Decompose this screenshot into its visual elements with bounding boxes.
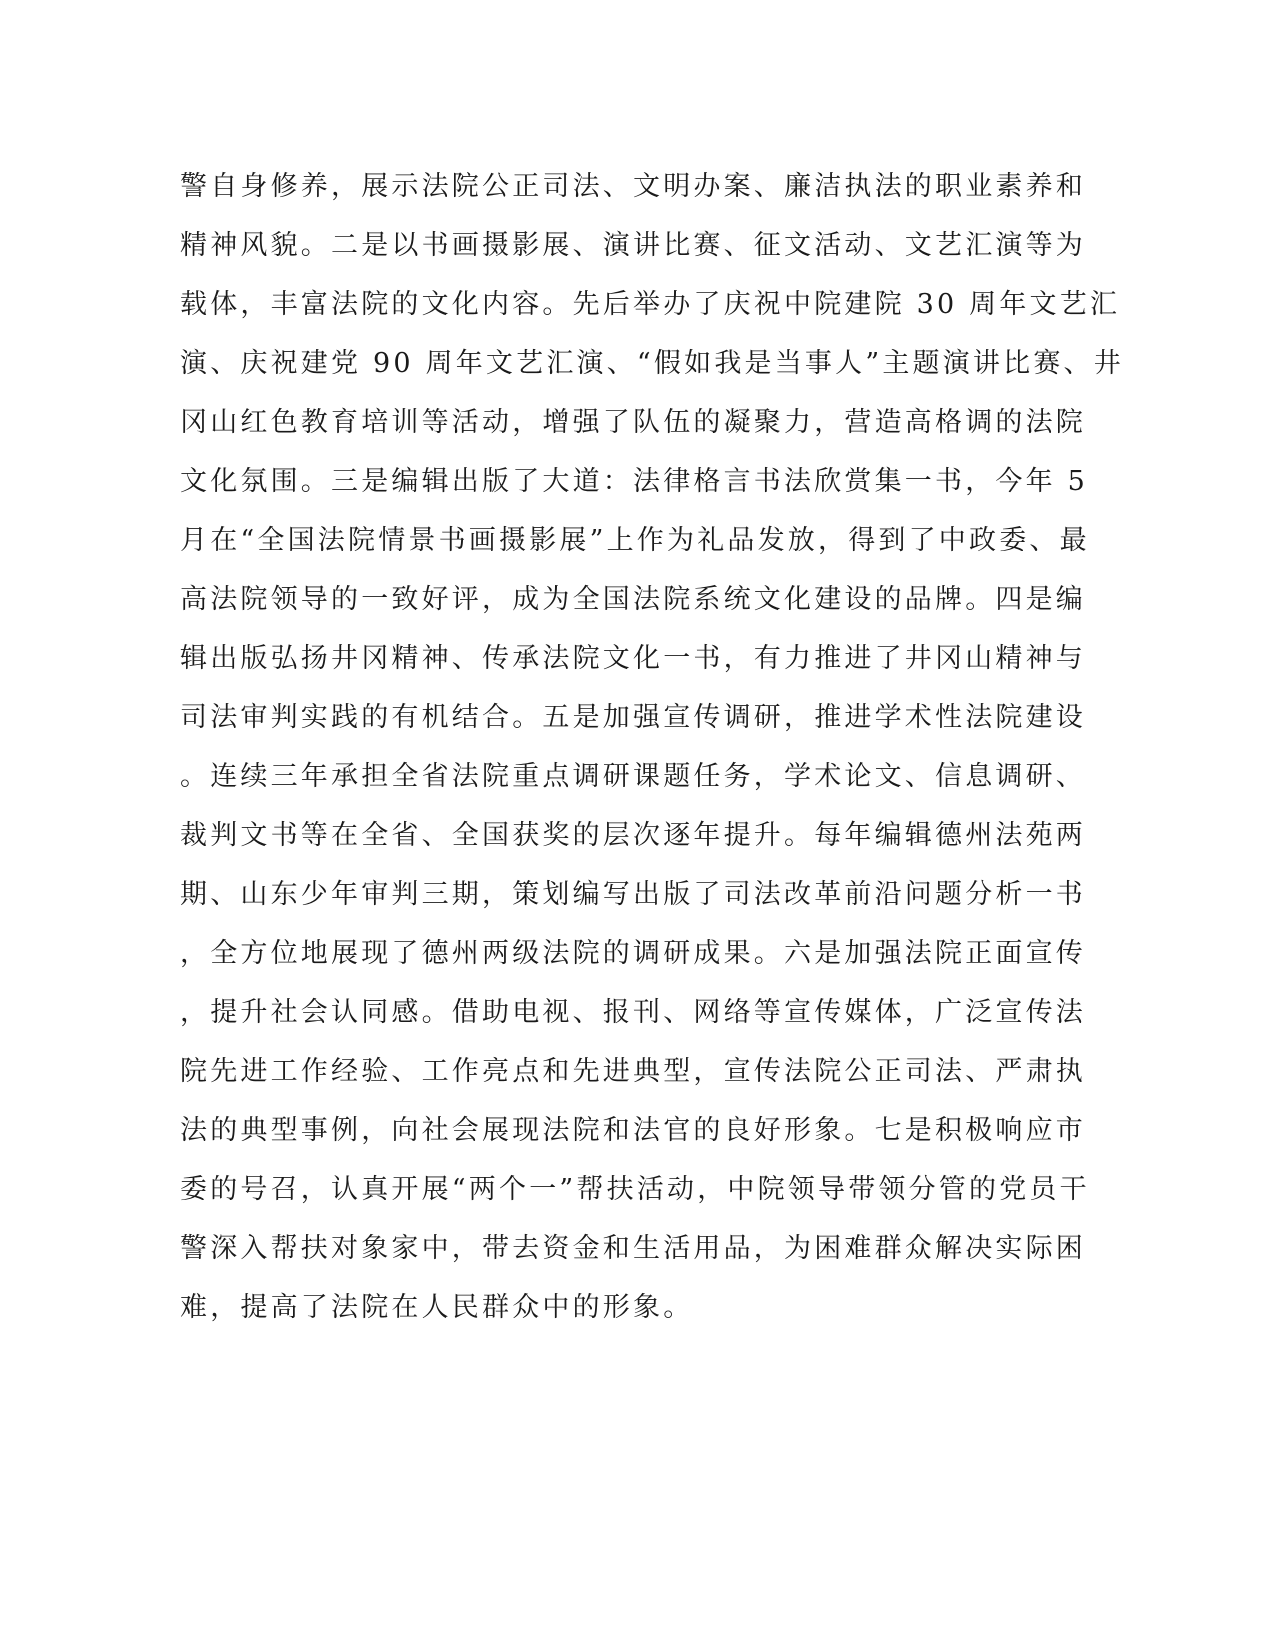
text-line-18: 委的号召，认真开展“两个一”帮扶活动，中院领导带领分管的党员干 <box>180 1174 1090 1205</box>
text-line-2: 精神风貌。二是以书画摄影展、演讲比赛、征文活动、文艺汇演等为 <box>180 230 1086 261</box>
text-line-19: 警深入帮扶对象家中，带去资金和生活用品，为困难群众解决实际困 <box>180 1233 1086 1264</box>
text-line-20: 难，提高了法院在人民群众中的形象。 <box>180 1292 694 1323</box>
text-line-1: 警自身修养，展示法院公正司法、文明办案、廉洁执法的职业素养和 <box>180 171 1086 202</box>
text-line-5: 冈山红色教育培训等活动，增强了队伍的凝聚力，营造高格调的法院 <box>180 407 1086 438</box>
text-line-15: ，提升社会认同感。借助电视、报刊、网络等宣传媒体，广泛宣传法 <box>180 997 1086 1028</box>
text-line-14: ，全方位地展现了德州两级法院的调研成果。六是加强法院正面宣传 <box>180 938 1086 969</box>
text-line-6: 文化氛围。三是编辑出版了大道：法律格言书法欣赏集一书，今年 5 <box>180 466 1088 497</box>
text-line-7: 月在“全国法院情景书画摄影展”上作为礼品发放，得到了中政委、最 <box>180 525 1090 556</box>
text-line-3: 载体，丰富法院的文化内容。先后举办了庆祝中院建院 30 周年文艺汇 <box>180 289 1121 320</box>
text-line-8: 高法院领导的一致好评，成为全国法院系统文化建设的品牌。四是编 <box>180 584 1086 615</box>
text-line-4: 演、庆祝建党 90 周年文艺汇演、“假如我是当事人”主题演讲比赛、井 <box>180 348 1124 379</box>
body-paragraph <box>180 157 1124 1337</box>
text-line-10: 司法审判实践的有机结合。五是加强宣传调研，推进学术性法院建设 <box>180 702 1086 733</box>
text-line-12: 裁判文书等在全省、全国获奖的层次逐年提升。每年编辑德州法苑两 <box>180 820 1086 851</box>
text-line-13: 期、山东少年审判三期，策划编写出版了司法改革前沿问题分析一书 <box>180 879 1086 910</box>
text-line-11: 。连续三年承担全省法院重点调研课题任务，学术论文、信息调研、 <box>180 761 1086 792</box>
text-line-16: 院先进工作经验、工作亮点和先进典型，宣传法院公正司法、严肃执 <box>180 1056 1086 1087</box>
text-line-9: 辑出版弘扬井冈精神、传承法院文化一书，有力推进了井冈山精神与 <box>180 643 1086 674</box>
text-line-17: 法的典型事例，向社会展现法院和法官的良好形象。七是积极响应市 <box>180 1115 1086 1146</box>
